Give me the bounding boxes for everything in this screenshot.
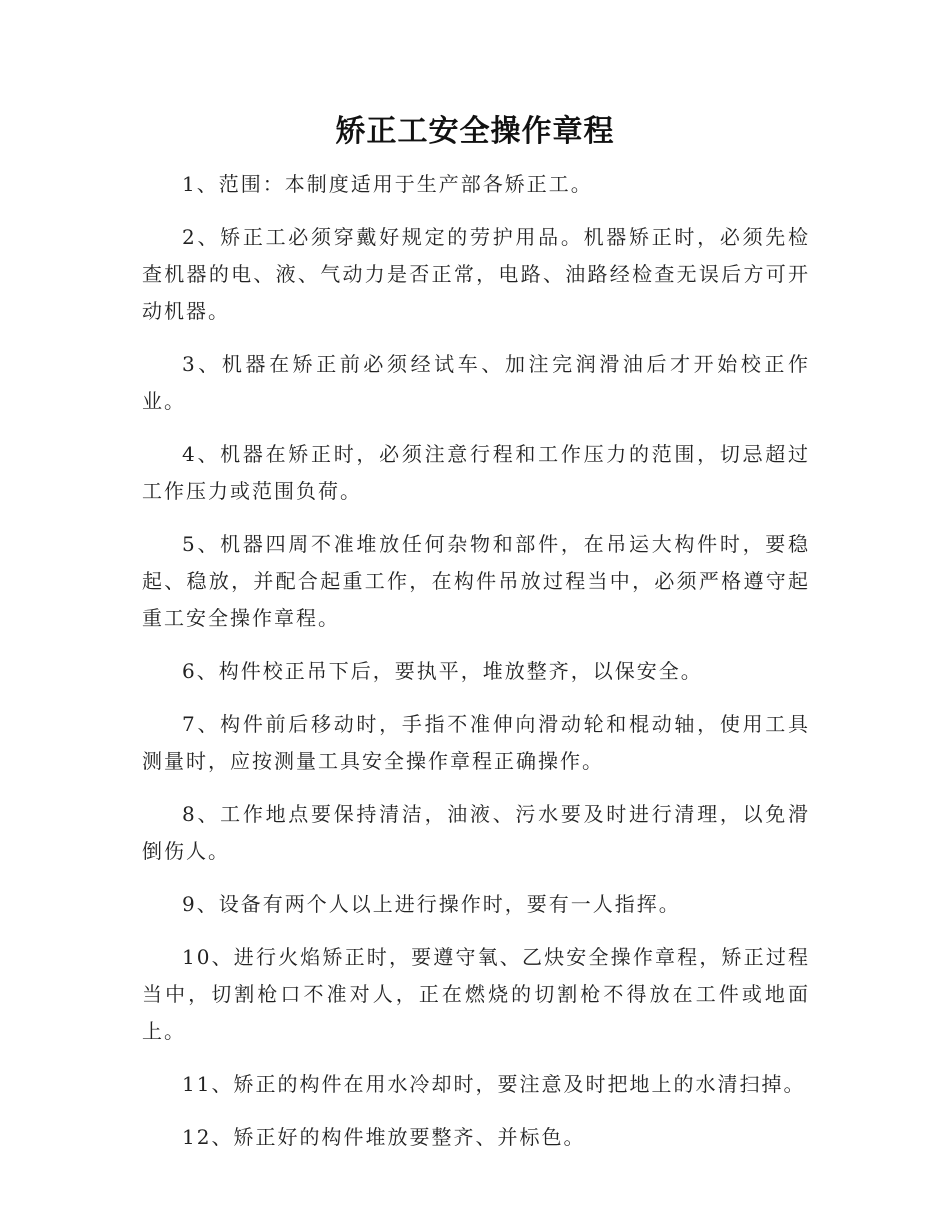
rule-paragraph-5: 5、机器四周不准堆放任何杂物和部件，在吊运大构件时，要稳起、稳放，并配合起重工作，在构件吊放过程当中，必须严格遵守起重工安全操作章程。 (142, 532, 810, 630)
rule-paragraph-10: 10、进行火焰矫正时，要遵守氧、乙炔安全操作章程，矫正过程当中，切割枪口不准对人，正在燃烧的切割枪不得放在工件或地面上。 (142, 945, 810, 1043)
rule-paragraph-1: 1、范围：本制度适用于生产部各矫正工。 (182, 172, 593, 196)
document-body (142, 166, 810, 1172)
rule-paragraph-7: 7、构件前后移动时，手指不准伸向滑动轮和棍动轴，使用工具测量时，应按测量工具安全操作章程正确操作。 (142, 712, 810, 773)
rule-paragraph-12: 12、矫正好的构件堆放要整齐、并标色。 (182, 1125, 586, 1149)
rule-paragraph-6: 6、构件校正吊下后，要执平，堆放整齐，以保安全。 (182, 659, 703, 683)
rule-paragraph-11: 11、矫正的构件在用水冷却时，要注意及时把地上的水清扫掉。 (182, 1072, 806, 1096)
document-title: 矫正工安全操作章程 (335, 114, 615, 149)
rule-paragraph-2: 2、矫正工必须穿戴好规定的劳护用品。机器矫正时，必须先检查机器的电、液、气动力是否正常，电路、油路经检查无误后方可开动机器。 (142, 225, 810, 323)
rule-paragraph-8: 8、工作地点要保持清洁，油液、污水要及时进行清理，以免滑倒伤人。 (142, 802, 810, 863)
rule-paragraph-4: 4、机器在矫正时，必须注意行程和工作压力的范围，切忌超过工作压力或范围负荷。 (142, 442, 810, 503)
rule-paragraph-9: 9、设备有两个人以上进行操作时，要有一人指挥。 (182, 892, 681, 916)
rule-paragraph-3: 3、机器在矫正前必须经试车、加注完润滑油后才开始校正作业。 (142, 352, 810, 413)
